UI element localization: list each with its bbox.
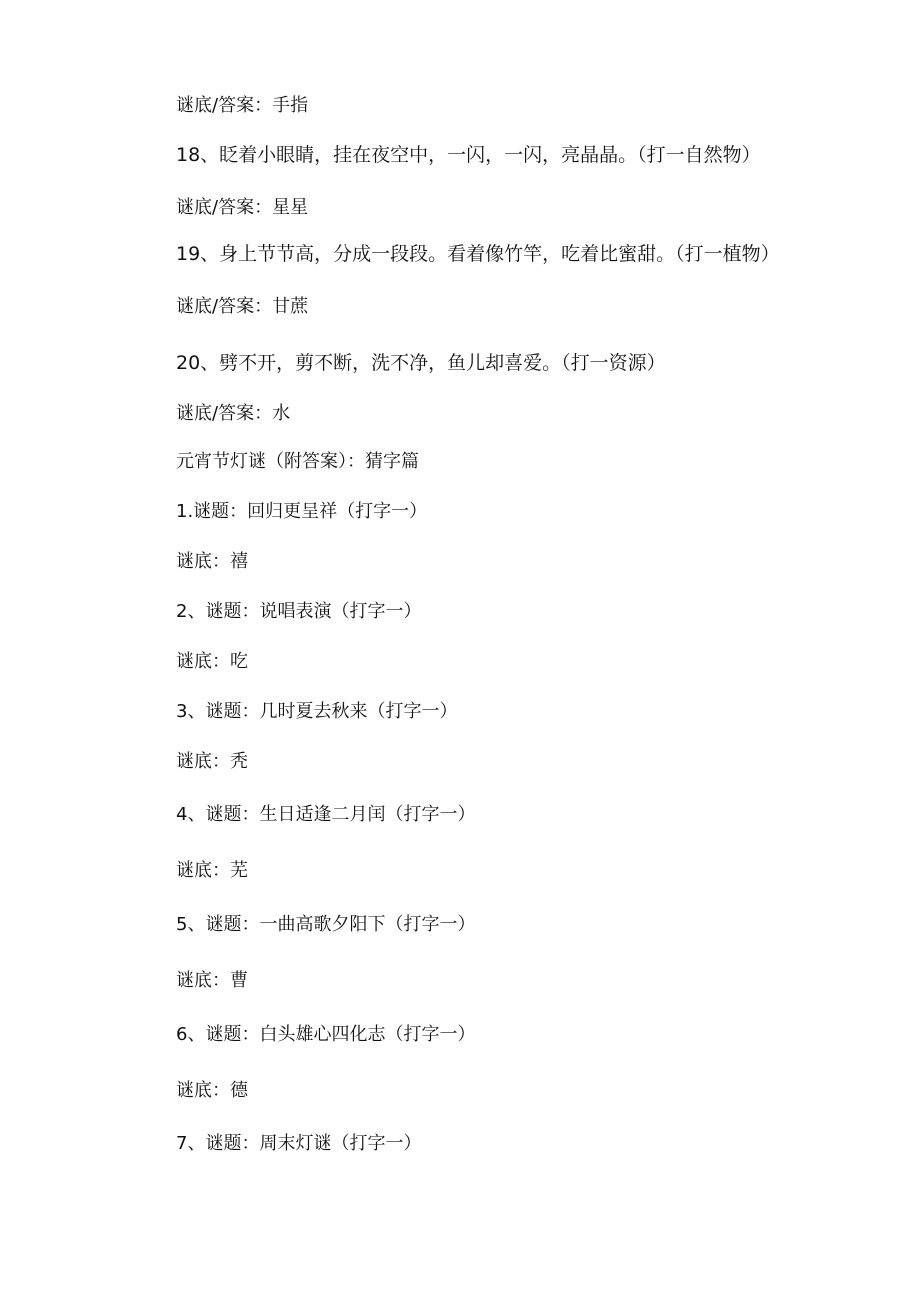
answer-line: 谜底/答案：水 — [176, 403, 291, 424]
riddle-line: 4、谜题：生日适逢二月闰（打字一） — [176, 804, 476, 825]
answer-line: 谜底/答案：甘蔗 — [176, 296, 309, 317]
answer-line: 谜底：禧 — [176, 551, 248, 572]
riddle-line: 18、眨着小眼睛，挂在夜空中，一闪，一闪，亮晶晶。（打一自然物） — [176, 144, 761, 166]
riddle-line: 3、谜题：几时夏去秋来（打字一） — [176, 701, 458, 722]
answer-line: 谜底：德 — [176, 1080, 248, 1101]
riddle-line: 5、谜题：一曲高歌夕阳下（打字一） — [176, 914, 476, 935]
riddle-line: 20、劈不开，剪不断，洗不净，鱼儿却喜爱。（打一资源） — [176, 352, 666, 374]
answer-line: 谜底：吃 — [176, 651, 248, 672]
answer-line: 谜底：芜 — [176, 860, 248, 881]
riddle-line: 2、谜题：说唱表演（打字一） — [176, 601, 422, 622]
riddle-line: 19、身上节节高，分成一段段。看着像竹竿，吃着比蜜甜。（打一植物） — [176, 243, 780, 265]
section-heading: 元宵节灯谜（附答案）：猜字篇 — [176, 451, 419, 472]
answer-line: 谜底：曹 — [176, 970, 248, 991]
answer-line: 谜底/答案：星星 — [176, 197, 309, 218]
riddle-line: 7、谜题：周末灯谜（打字一） — [176, 1133, 422, 1154]
answer-line: 谜底/答案：手指 — [176, 95, 309, 116]
answer-line: 谜底：秃 — [176, 751, 248, 772]
riddle-line: 1.谜题：回归更呈祥（打字一） — [176, 501, 428, 522]
riddle-line: 6、谜题：白头雄心四化志（打字一） — [176, 1024, 476, 1045]
